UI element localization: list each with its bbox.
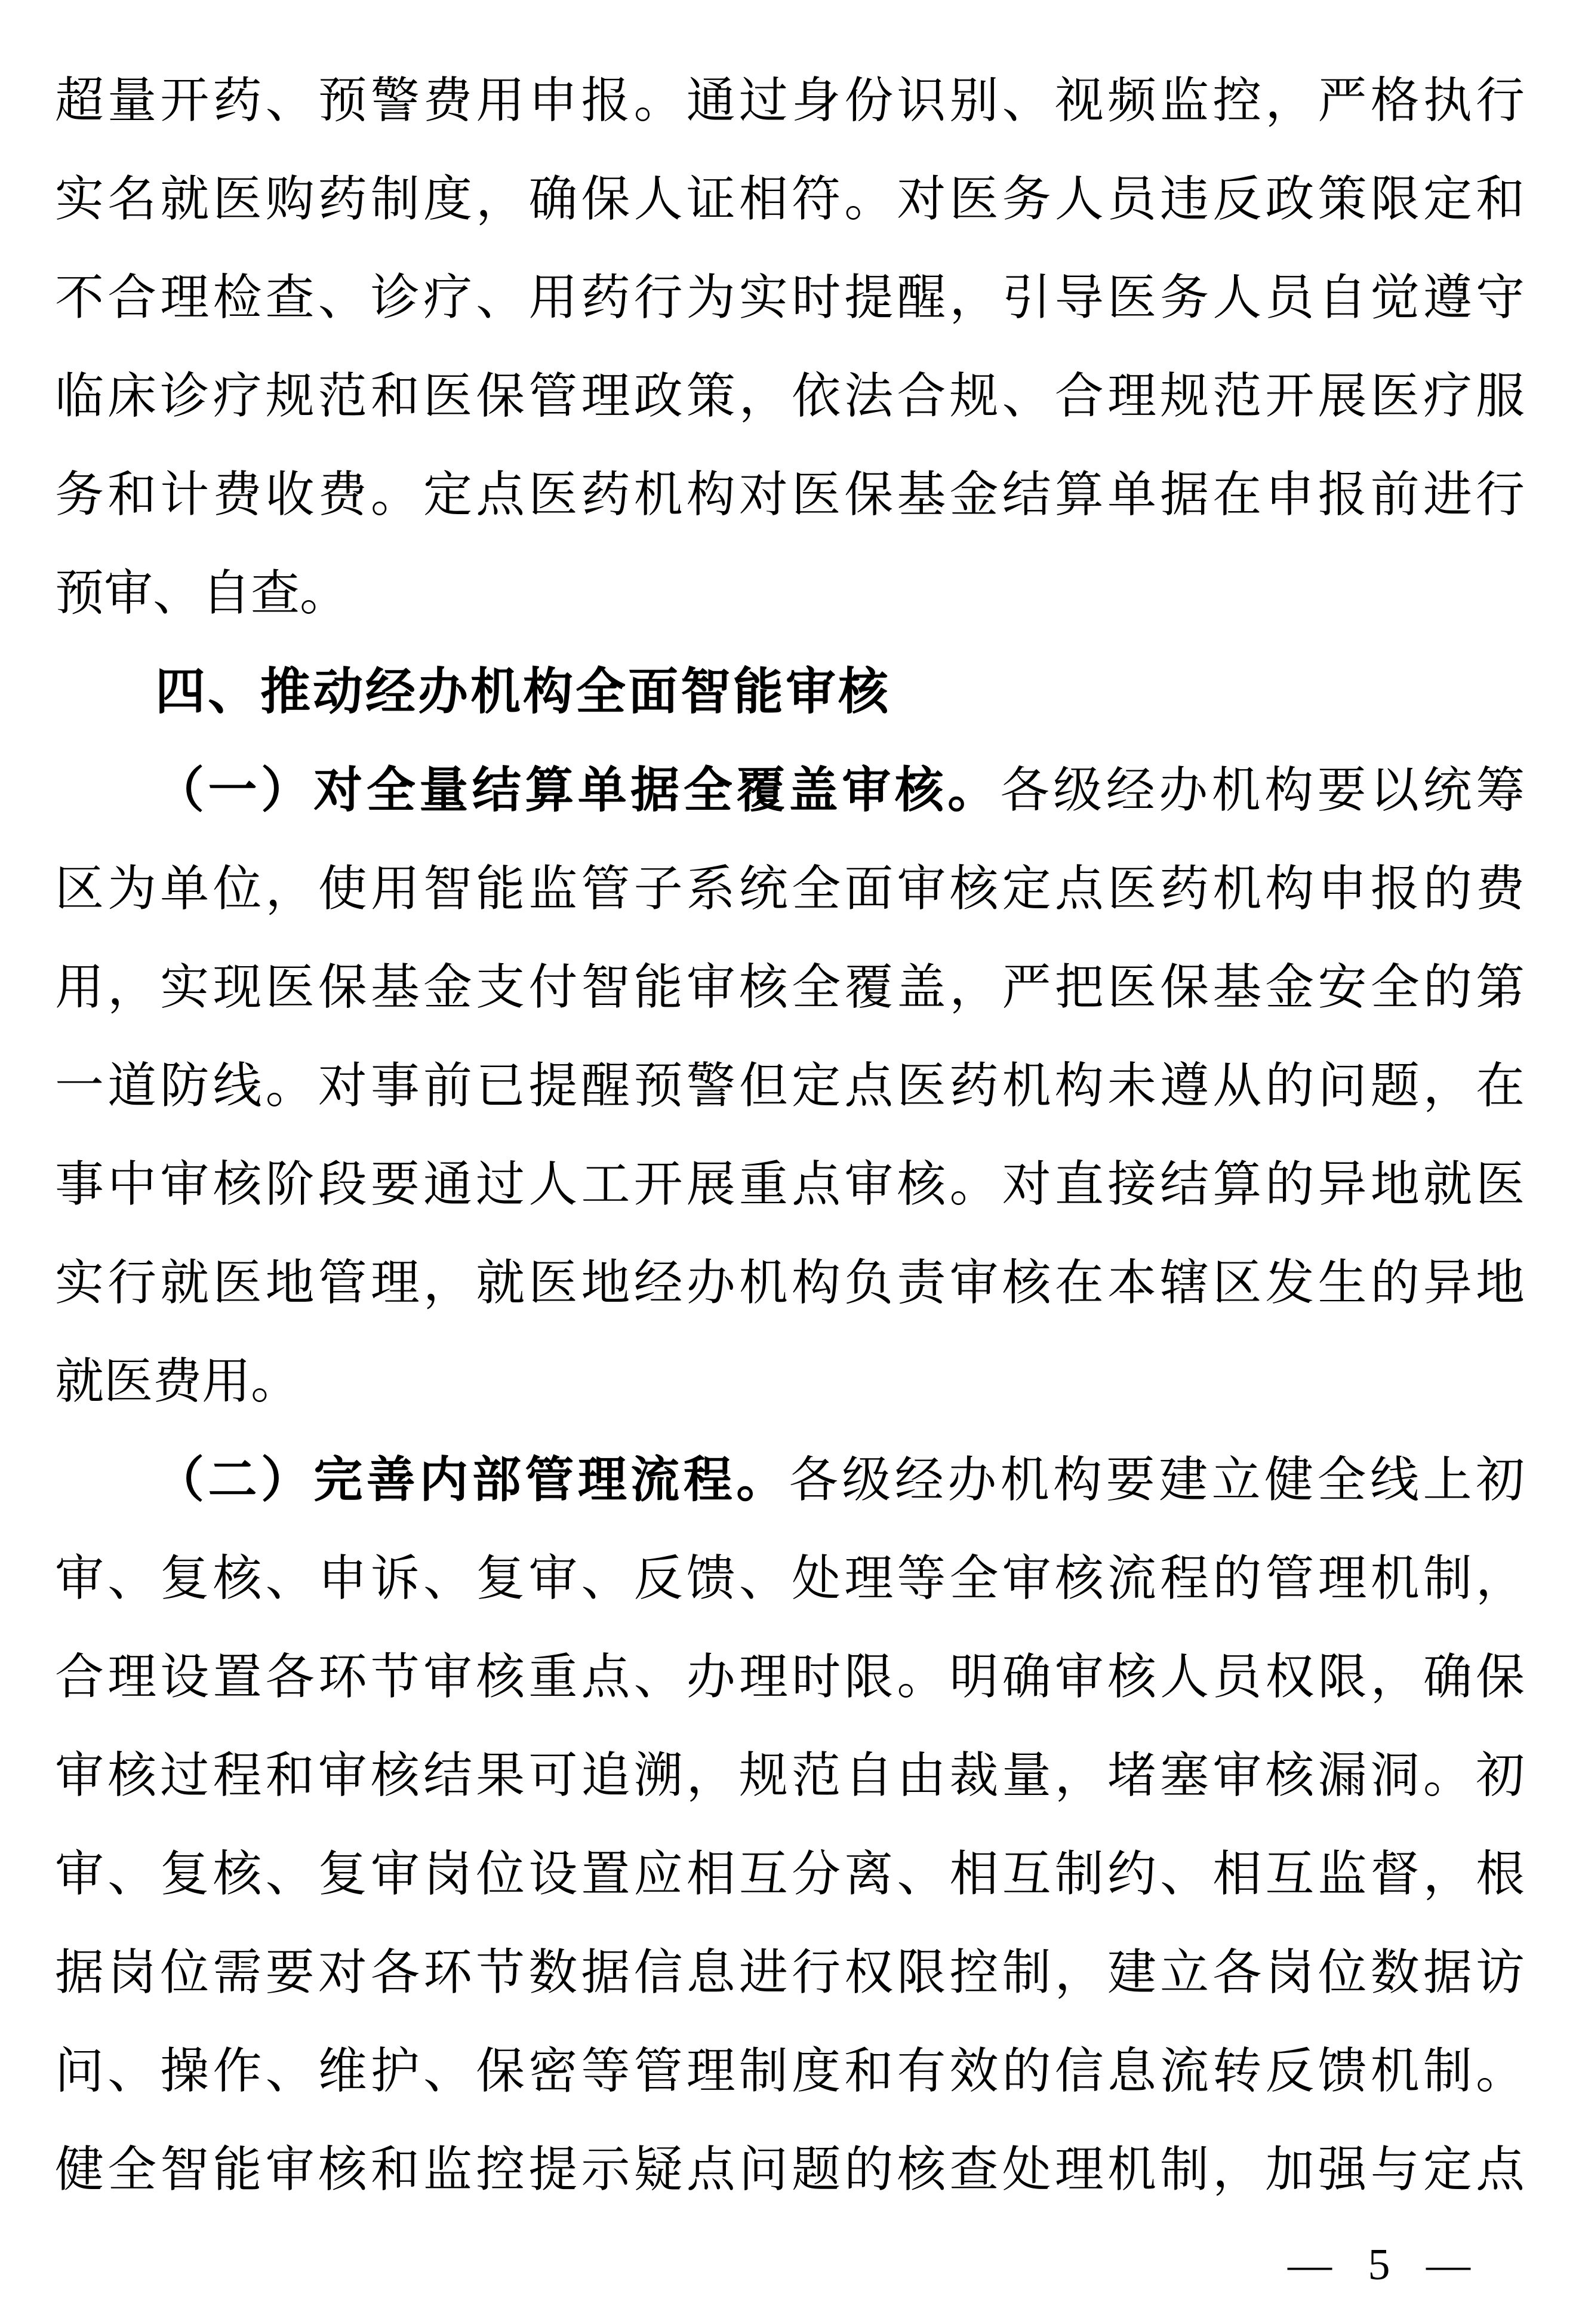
text-line: 不合理检查、诊疗、用药行为实时提醒，引导医务人员自觉遵守 [55, 270, 1525, 325]
text-line: 实行就医地管理，就医地经办机构负责审核在本辖区发生的异地 [55, 1256, 1525, 1310]
text-line: 实名就医购药制度，确保人证相符。对医务人员违反政策限定和 [55, 172, 1525, 226]
text-line: 审核过程和审核结果可追溯，规范自由裁量，堵塞审核漏洞。初 [55, 1748, 1525, 1803]
section-heading: 四、推动经办机构全面智能审核 [155, 663, 891, 720]
text-line: 临床诊疗规范和医保管理政策，依法合规、合理规范开展医疗服 [55, 369, 1525, 423]
text-line: 用，实现医保基金支付智能审核全覆盖，严把医保基金安全的第 [55, 960, 1525, 1015]
text-line: 区为单位，使用智能监管子系统全面审核定点医药机构申报的费 [55, 862, 1525, 916]
text-block [55, 51, 1525, 2219]
text-line: 合理设置各环节审核重点、办理时限。明确审核人员权限，确保 [55, 1650, 1525, 1704]
text-line: 审、复核、申诉、复审、反馈、处理等全审核流程的管理机制， [55, 1551, 1525, 1606]
text-line: 预审、自查。 [55, 566, 349, 620]
text-line [55, 741, 1525, 840]
text-line: 审、复核、复审岗位设置应相互分离、相互制约、相互监督，根 [55, 1847, 1525, 1901]
text-line: 务和计费收费。定点医药机构对医保基金结算单据在申报前进行 [55, 468, 1525, 522]
page-number: — 5 — [1288, 2240, 1470, 2289]
text-line: 一道防线。对事前已提醒预警但定点医药机构未遵从的问题，在 [55, 1059, 1525, 1113]
text-line: 事中审核阶段要通过人工开展重点审核。对直接结算的异地就医 [55, 1157, 1525, 1212]
text-line: 健全智能审核和监控提示疑点问题的核查处理机制，加强与定点 [55, 2142, 1525, 2197]
paragraph-lead: （二）完善内部管理流程。 [155, 1453, 789, 1507]
paragraph-lead-rest: 各级经办机构要建立健全线上初 [789, 1453, 1525, 1507]
paragraph-lead: （一）对全量结算单据全覆盖审核。 [155, 763, 1001, 817]
text-line: 据岗位需要对各环节数据信息进行权限控制，建立各岗位数据访 [55, 1945, 1525, 2000]
text-line: 就医费用。 [55, 1354, 300, 1409]
text-line: 问、操作、维护、保密等管理制度和有效的信息流转反馈机制。 [55, 2044, 1525, 2098]
text-line: 超量开药、预警费用申报。通过身份识别、视频监控，严格执行 [55, 73, 1525, 128]
text-line [55, 1431, 1525, 1529]
paragraph-lead-rest: 各级经办机构要以统筹 [1000, 763, 1525, 817]
